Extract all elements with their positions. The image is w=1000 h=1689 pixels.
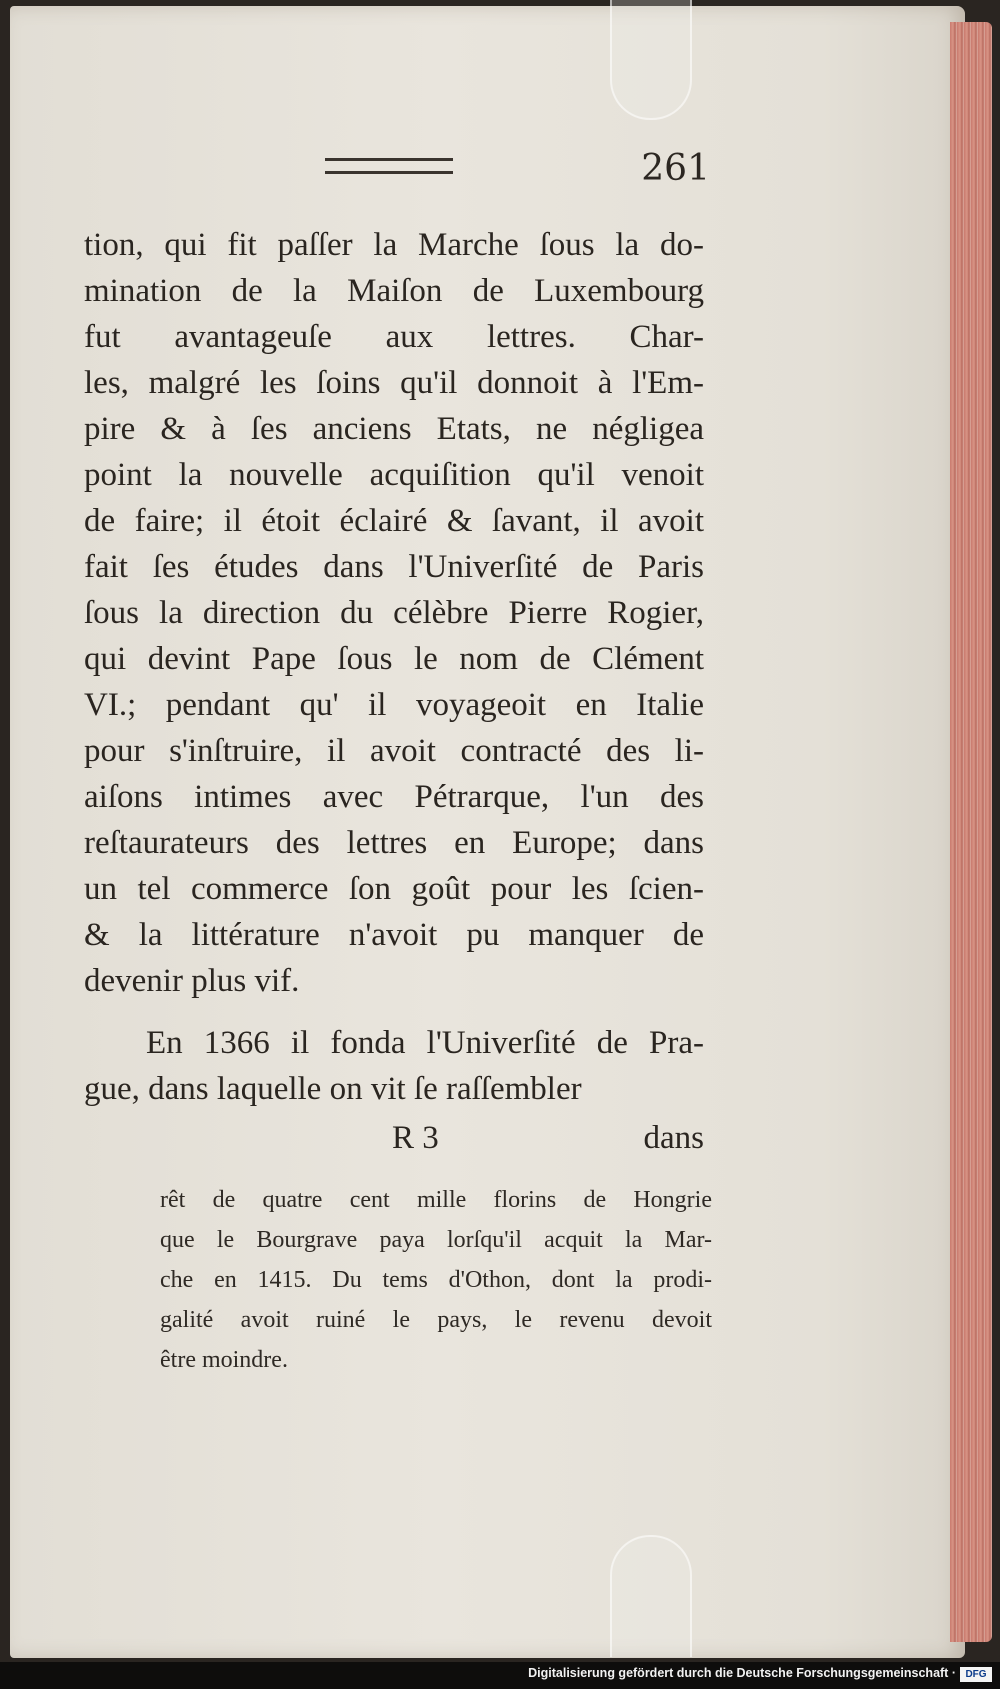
paragraph-2 bbox=[84, 1020, 704, 1112]
text-line: devenir plus vif. bbox=[84, 963, 300, 999]
footnote bbox=[160, 1180, 712, 1380]
text-line: gue, dans laquelle on vit ſe raſſembler bbox=[84, 1071, 582, 1107]
digitization-credit: Digitalisierung gefördert durch die Deutsche Forschungsgemeinschaft · bbox=[528, 1666, 956, 1680]
text-line: che en 1415. Du tems d'Othon, dont la prodi- bbox=[160, 1267, 712, 1293]
text-line: fait ſes études dans l'Univerſité de Paris bbox=[84, 549, 704, 585]
text-line: de faire; il étoit éclairé & ſavant, il avoit bbox=[84, 503, 704, 539]
text-line: fut avantageuſe aux lettres. Char- bbox=[84, 319, 704, 355]
text-line: tion, qui fit paſſer la Marche ſous la do- bbox=[84, 227, 704, 263]
text-line: En 1366 il fonda l'Univerſité de Pra- bbox=[146, 1025, 704, 1061]
body-text bbox=[84, 222, 704, 1112]
text-line: galité avoit ruiné le pays, le revenu devoit bbox=[160, 1307, 712, 1333]
top-clip bbox=[610, 0, 692, 120]
text-line: pire & à ſes anciens Etats, ne négligea bbox=[84, 411, 704, 447]
bottom-clip bbox=[610, 1535, 692, 1657]
page-number: 261 bbox=[641, 148, 710, 189]
paragraph-1 bbox=[84, 222, 704, 1004]
text-line: les, malgré les ſoins qu'il donnoit à l'Em- bbox=[84, 365, 704, 401]
text-line: que le Bourgrave paya lorſqu'il acquit la Mar- bbox=[160, 1227, 712, 1253]
text-line: qui devint Pape ſous le nom de Clément bbox=[84, 641, 704, 677]
catchword: dans bbox=[643, 1120, 704, 1156]
text-line: & la littérature n'avoit pu manquer de bbox=[84, 917, 704, 953]
text-line: rêt de quatre cent mille florins de Hongrie bbox=[160, 1187, 712, 1213]
text-line: être moindre. bbox=[160, 1347, 288, 1373]
text-line: VI.; pendant qu' il voyageoit en Italie bbox=[84, 687, 704, 723]
text-line: un tel commerce ſon goût pour les ſcien- bbox=[84, 871, 704, 907]
signature-mark: R 3 bbox=[392, 1120, 439, 1156]
signature-row bbox=[84, 1120, 704, 1166]
text-line: aiſons intimes avec Pétrarque, l'un des bbox=[84, 779, 704, 815]
text-line: pour s'inſtruire, il avoit contracté des li- bbox=[84, 733, 704, 769]
text-line: point la nouvelle acquiſition qu'il venoit bbox=[84, 457, 704, 493]
text-line: ſous la direction du célèbre Pierre Rogier, bbox=[84, 595, 704, 631]
page-edges bbox=[950, 22, 992, 1642]
header-rule bbox=[325, 158, 453, 174]
text-line: reſtaurateurs des lettres en Europe; dans bbox=[84, 825, 704, 861]
text-line: mination de la Maiſon de Luxembourg bbox=[84, 273, 704, 309]
dfg-logo: DFG bbox=[960, 1667, 992, 1682]
